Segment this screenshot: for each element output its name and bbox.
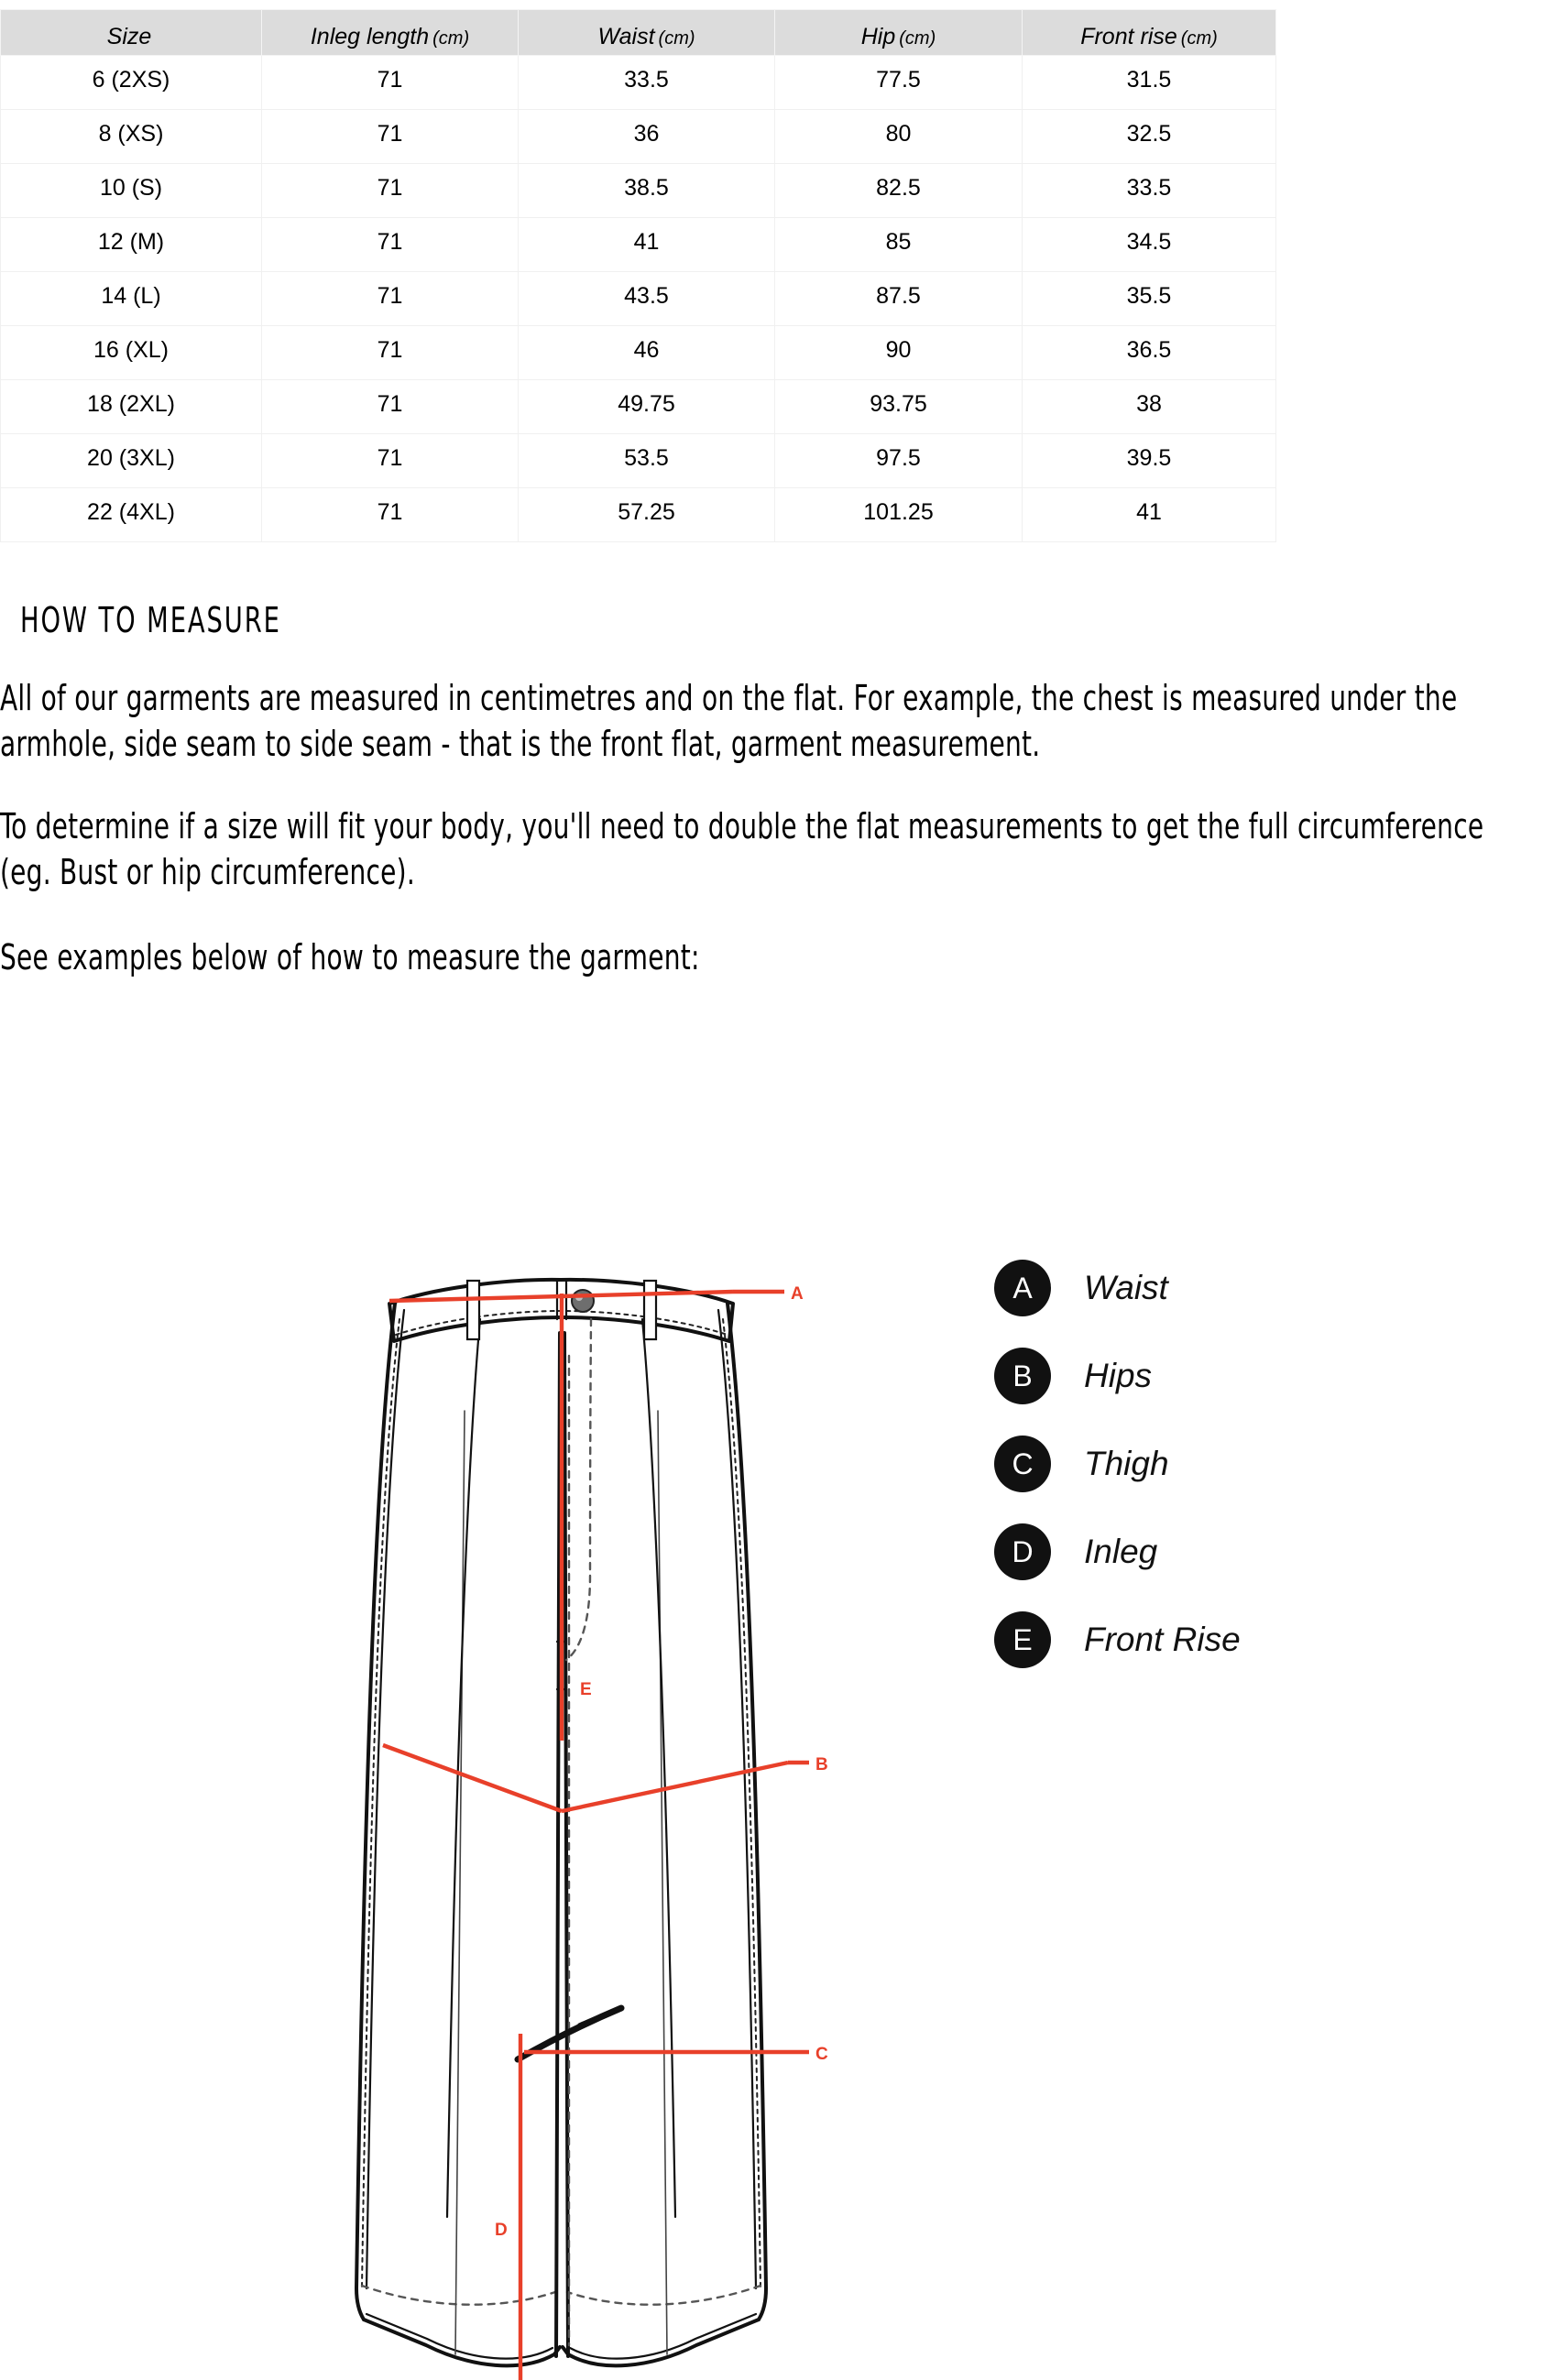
- legend-label-hips: Hips: [1084, 1357, 1153, 1394]
- cell-front-rise: 33.5: [1023, 164, 1276, 218]
- column-header-label: Front rise: [1080, 24, 1177, 49]
- cell-front-rise: 41: [1023, 488, 1276, 542]
- legend-item-waist: [994, 1244, 1379, 1332]
- cell-size: 10 (S): [1, 164, 262, 218]
- legend-badge-b: B: [994, 1348, 1051, 1404]
- marker-label-E: E: [580, 1680, 592, 1699]
- cell-inleg: 71: [262, 380, 519, 434]
- how-to-measure-paragraph-1: All of our garments are measured in centimetres and on the flat. For example, the chest is measured under the armhole, side seam to side seam - that is the front flat, garment measurement.: [0, 678, 1458, 765]
- cell-hip: 87.5: [775, 272, 1023, 326]
- table-row: [1, 326, 1276, 380]
- cell-size: 22 (4XL): [1, 488, 262, 542]
- cell-size: 12 (M): [1, 218, 262, 272]
- table-row: [1, 164, 1276, 218]
- cell-front-rise: 32.5: [1023, 110, 1276, 164]
- column-header-unit: (cm): [899, 28, 936, 49]
- table-row: [1, 218, 1276, 272]
- size-chart-table-container: [0, 9, 1275, 542]
- column-header-hip: [775, 10, 1023, 56]
- legend-item-thigh: [994, 1420, 1379, 1508]
- cell-size: 18 (2XL): [1, 380, 262, 434]
- cell-hip: 80: [775, 110, 1023, 164]
- cell-inleg: 71: [262, 218, 519, 272]
- measurement-legend: [994, 1244, 1379, 1684]
- legend-badge-d: D: [994, 1523, 1051, 1580]
- legend-item-hips: [994, 1332, 1379, 1420]
- table-row: [1, 488, 1276, 542]
- cell-waist: 33.5: [519, 56, 775, 110]
- legend-badge-e: E: [994, 1611, 1051, 1668]
- table-header-row: [1, 10, 1276, 56]
- cell-waist: 41: [519, 218, 775, 272]
- cell-waist: 53.5: [519, 434, 775, 488]
- cell-waist: 43.5: [519, 272, 775, 326]
- legend-badge-c: C: [994, 1436, 1051, 1492]
- cell-waist: 36: [519, 110, 775, 164]
- cell-size: 16 (XL): [1, 326, 262, 380]
- cell-front-rise: 31.5: [1023, 56, 1276, 110]
- column-header-waist: [519, 10, 775, 56]
- marker-label-A: A: [791, 1284, 804, 1304]
- cell-inleg: 71: [262, 326, 519, 380]
- cell-hip: 101.25: [775, 488, 1023, 542]
- cell-inleg: 71: [262, 488, 519, 542]
- legend-label-thigh: Thigh: [1084, 1445, 1169, 1482]
- cell-front-rise: 36.5: [1023, 326, 1276, 380]
- column-header-unit: (cm): [1180, 28, 1218, 49]
- column-header-size: [1, 10, 262, 56]
- column-header-label: Hip: [860, 24, 896, 49]
- cell-inleg: 71: [262, 272, 519, 326]
- column-header-inleg-length: [262, 10, 519, 56]
- size-chart-table: [0, 9, 1276, 542]
- cell-hip: 77.5: [775, 56, 1023, 110]
- table-row: [1, 434, 1276, 488]
- cell-hip: 93.75: [775, 380, 1023, 434]
- cell-waist: 38.5: [519, 164, 775, 218]
- legend-label-waist: Waist: [1084, 1269, 1168, 1306]
- cell-hip: 97.5: [775, 434, 1023, 488]
- cell-waist: 49.75: [519, 380, 775, 434]
- how-to-measure-paragraph-3: See examples below of how to measure the garment:: [0, 936, 700, 977]
- column-header-unit: [151, 28, 155, 49]
- marker-label-B: B: [815, 1755, 828, 1774]
- column-header-front-rise: [1023, 10, 1276, 56]
- column-header-label: Inleg length: [310, 24, 430, 49]
- table-row: [1, 56, 1276, 110]
- section-heading: HOW TO MEASURE: [20, 600, 281, 640]
- cell-front-rise: 34.5: [1023, 218, 1276, 272]
- legend-label-front-rise: Front Rise: [1084, 1621, 1241, 1658]
- cell-inleg: 71: [262, 56, 519, 110]
- column-header-unit: (cm): [432, 28, 470, 49]
- trousers-technical-flat-illustration: [275, 1136, 843, 2380]
- column-header-unit: (cm): [658, 28, 695, 49]
- cell-waist: 46: [519, 326, 775, 380]
- marker-label-C: C: [815, 2045, 828, 2064]
- how-to-measure-paragraph-2: To determine if a size will fit your body, you'll need to double the flat measurements to get the full circumference (eg. Bust or hip circumference).: [0, 806, 1484, 893]
- table-row: [1, 272, 1276, 326]
- table-row: [1, 110, 1276, 164]
- cell-inleg: 71: [262, 110, 519, 164]
- cell-inleg: 71: [262, 434, 519, 488]
- how-to-measure-section: [0, 600, 1539, 980]
- legend-badge-a: A: [994, 1260, 1051, 1316]
- column-header-label: Size: [106, 24, 152, 49]
- marker-label-D: D: [495, 2221, 508, 2240]
- cell-front-rise: 35.5: [1023, 272, 1276, 326]
- cell-hip: 90: [775, 326, 1023, 380]
- table-row: [1, 380, 1276, 434]
- cell-size: 14 (L): [1, 272, 262, 326]
- cell-size: 8 (XS): [1, 110, 262, 164]
- cell-front-rise: 38: [1023, 380, 1276, 434]
- legend-label-inleg: Inleg: [1084, 1533, 1158, 1570]
- column-header-label: Waist: [597, 24, 655, 49]
- legend-item-inleg: [994, 1508, 1379, 1596]
- cell-waist: 57.25: [519, 488, 775, 542]
- legend-item-front-rise: [994, 1596, 1379, 1684]
- cell-size: 6 (2XS): [1, 56, 262, 110]
- cell-hip: 82.5: [775, 164, 1023, 218]
- cell-hip: 85: [775, 218, 1023, 272]
- cell-size: 20 (3XL): [1, 434, 262, 488]
- cell-inleg: 71: [262, 164, 519, 218]
- cell-front-rise: 39.5: [1023, 434, 1276, 488]
